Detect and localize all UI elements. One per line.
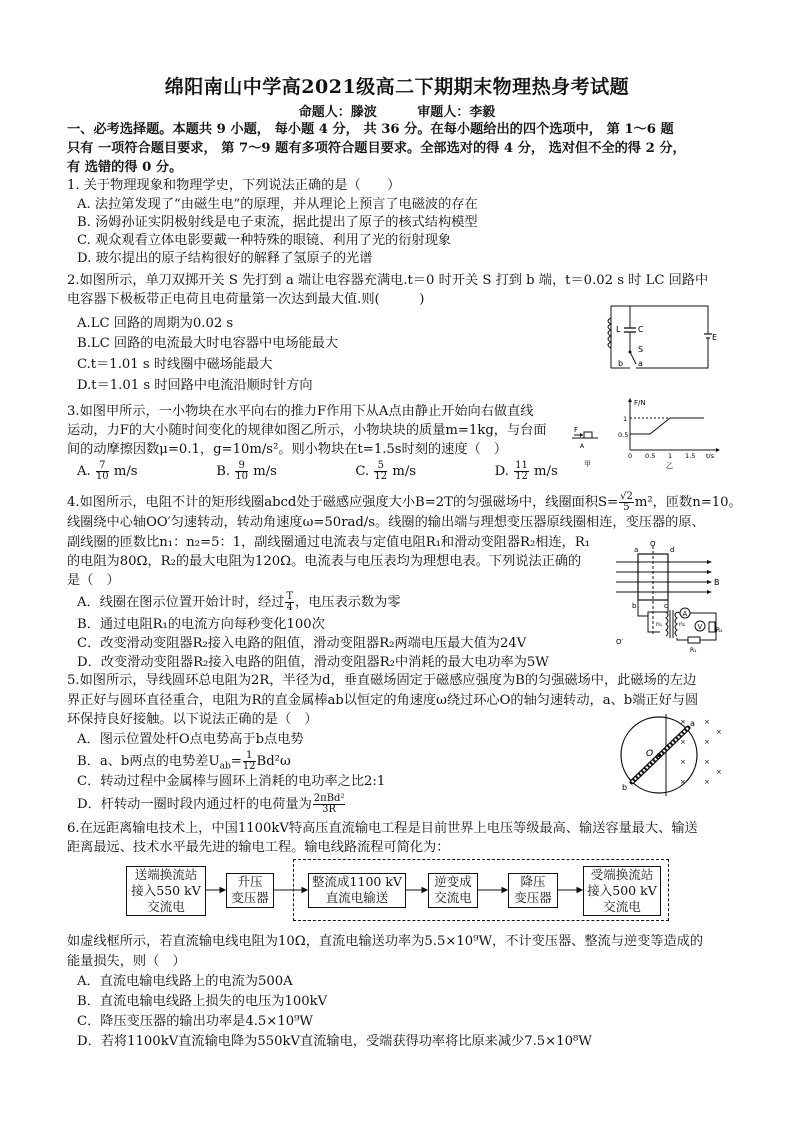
q6-stem-1: 6.在远距离输电技术上，中国1100kV特高压直流输电工程是目前世界上电压等级最高、输送容量最大、输送 — [67, 821, 698, 836]
svg-text:×: × — [704, 738, 710, 746]
q2-option-d: D.t＝1.01 s 时回路中电流沿顺时针方向 — [77, 378, 313, 393]
svg-text:×: × — [716, 768, 722, 776]
caption-left: 甲 — [584, 460, 591, 468]
q3-options — [77, 461, 558, 482]
author: 命题人：滕波 — [298, 105, 377, 120]
fig-label-r1: R₁ — [690, 647, 697, 654]
fig-label-e: E — [712, 333, 718, 342]
q5-option-b: B．a、b两点的电势差$U_{ab}=$ $\frac{1}{12}$ Bd²ω — [77, 750, 291, 772]
fig-label-r2: R₂ — [716, 627, 723, 634]
q6-stem-2: 距离最远、技术水平最先进的输电工程。输电线路流程可简化为： — [67, 840, 450, 855]
voltmeter-icon: V — [697, 623, 703, 631]
q2-option-a: A.LC 回路的周期为0.02 s — [77, 316, 234, 331]
q4-option-d: D．改变滑动变阻器R₂接入电路的阻值，滑动变阻器R₂中消耗的最大电功率为5W — [77, 655, 549, 670]
q6-stem-4: 能量损失，则（ ） — [67, 954, 186, 969]
q2-stem-1: 2.如图所示，单刀双掷开关 S 先打到 a 端让电容器充满电.t＝0 时开关 S 打到 b 端，t＝0.02 s 时 LC 回路中 — [67, 273, 709, 288]
fig-label-a: a — [638, 359, 643, 368]
q3-option-c: C. $\frac{5}{12}$ m/s — [355, 460, 417, 482]
coil-transformer-figure — [608, 540, 726, 656]
fig-label-b: b — [622, 783, 628, 792]
q5-stem-3: 环保持良好接触。以下说法正确的是（ ） — [67, 712, 318, 727]
svg-text:×: × — [680, 738, 686, 746]
q4-option-c: C．改变滑动变阻器R₂接入电路的阻值，滑动变阻器R₂两端电压最大值为24V — [77, 636, 527, 651]
lc-circuit-figure — [596, 300, 721, 372]
q1-option-d: D. 玻尔提出的原子结构很好的解释了氢原子的光谱 — [77, 251, 373, 266]
q6-option-b: B．直流电输电线路上损失的电压为100kV — [77, 994, 328, 1009]
section-instructions-1: 一、必考选择题。本题共 9 小题， 每小题 4 分， 共 36 分。在每小题给出的四个选项中， 第 1～6 题 — [67, 122, 674, 137]
flow-arrows — [124, 858, 674, 924]
flow-sending-station: 送端换流站 接入550 kV 交流电 — [126, 866, 206, 916]
q3-stem-2: 运动，力F的大小随时间变化的规律如图乙所示，小物块块的质量m=1kg，与台面 — [67, 423, 547, 438]
flow-dc-rectifier: 整流成1100 kV 直流电输送 — [308, 873, 406, 908]
q1-stem: 1. 关于物理现象和物理学史，下列说法正确的是（ ） — [67, 178, 401, 193]
fig-label-b: b — [618, 359, 624, 368]
exam-title: 绵阳南山中学高2021级高二下期期末物理热身考试题 — [164, 76, 630, 98]
q4-stem-4: 的电阻为80Ω，R₂的最大电阻为120Ω。电流表与电压表均为理想电表。下列说法正确的 — [67, 554, 582, 569]
fig-label-l: L — [616, 325, 621, 334]
q5-option-c: C．转动过程中金属棒与圆环上消耗的电功率之比2:1 — [77, 774, 386, 789]
section-instructions-2: 只有 一项符合题目要求， 第 7～9 题有多项符合题目要求。全部选对的得 4 分， 选对但不全的得 2 分， — [67, 141, 686, 156]
q6-option-c: C．降压变压器的输出功率是4.5×10⁹W — [77, 1014, 313, 1029]
fig-y-tick-05: 0.5 — [618, 431, 629, 439]
svg-text:×: × — [680, 758, 686, 766]
q4-stem-5: 是（ ） — [67, 573, 120, 588]
flow-inverter: 逆变成 交流电 — [428, 873, 478, 908]
q5-stem-1: 5.如图所示，导线圆环总电阻为2R，半径为d，垂直磁场固定于磁感应强度为B的匀强磁场中，此磁场的左边 — [67, 673, 697, 688]
svg-text:×: × — [704, 718, 710, 726]
q3-stem-1: 3.如图甲所示，一小物块在水平向右的推力F作用下从A点由静止开始向右做直线 — [67, 404, 534, 419]
q5-stem-2: 界正好与圆环直径重合，电阻为R的直金属棒ab以恒定的角速度ω绕过环心O的轴匀速转动，a、b端正好与圆 — [67, 693, 699, 708]
svg-text:×: × — [704, 758, 710, 766]
q4-option-b: B．通过电阻R₁的电流方向每秒变化100次 — [77, 617, 325, 632]
fig-label-c: C — [638, 325, 644, 334]
flow-step-down-transformer: 降压 变压器 — [508, 873, 558, 908]
fig-label-field: B — [714, 578, 720, 587]
q3-stem-3: 间的动摩擦因数μ=0.1，g=10m/s²。则小物块在t=1.5s时刻的速度（ ） — [67, 442, 508, 457]
fig-label-o: O — [646, 749, 654, 759]
reviewer: 审题人：李毅 — [417, 105, 496, 120]
section-instructions-3: 有 选错的得 0 分。 — [67, 160, 183, 175]
ammeter-icon: A — [682, 610, 688, 618]
fig-x-label: t/s — [706, 452, 715, 460]
flow-receiving-station: 受端换流站 接入500 kV 交流电 — [583, 866, 661, 916]
fig-x-tick-15: 1.5 — [685, 452, 696, 460]
fig-label-o: O — [650, 540, 656, 548]
q5-option-a: A．图示位置处杆O点电势高于b点电势 — [77, 732, 304, 747]
fig-label-c: c — [664, 602, 668, 610]
q2-option-b: B.LC 回路的电流最大时电容器中电场能最大 — [77, 336, 339, 351]
q3-option-b: B. $\frac{9}{10}$ m/s — [216, 460, 277, 482]
svg-text:×: × — [680, 718, 686, 726]
q1-option-c: C. 观众观看立体电影要戴一种特殊的眼镜、利用了光的衍射现象 — [77, 233, 452, 248]
q6-option-d: D．若将1100kV直流输电降为550kV直流输电，受端获得功率将比原来减少7.5×10⁸W — [77, 1034, 592, 1049]
q2-option-c: C.t＝1.01 s 时线圈中磁场能最大 — [77, 357, 273, 372]
q1-option-b: B. 汤姆孙证实阴极射线是电子束流，据此提出了原子的核式结构模型 — [77, 215, 478, 230]
fig-label-n2: n₂ — [679, 621, 686, 628]
fig-label-a: a — [690, 719, 695, 728]
fig-y-label: F/N — [634, 399, 646, 407]
q4-stem-1: 4.如图所示，电阻不计的矩形线圈abcd处于磁感应强度大小B=2T的匀强磁场中，线圈面积S= $\frac{√2}{5}$ m²，匝数n=10。 — [67, 491, 742, 513]
q3-option-d: D. $\frac{11}{12}$ m/s — [494, 460, 558, 482]
fig-label-a: A — [580, 443, 585, 450]
q6-option-a: A．直流电输电线路上的电流为500A — [77, 974, 293, 989]
caption-right: 乙 — [666, 462, 673, 470]
flow-step-up-transformer: 升压 变压器 — [226, 873, 274, 908]
authors-line — [0, 101, 794, 120]
force-time-figure — [568, 396, 724, 472]
fig-label-s: S — [638, 345, 644, 354]
q5-option-d: D．杆转动一圈时段内通过杆的电荷量为 $\frac{\text{2πBd²}}{3R}$ — [77, 793, 345, 815]
fig-x-tick-05: 0.5 — [645, 452, 656, 460]
svg-text:×: × — [704, 778, 710, 786]
fig-y-tick-1: 1 — [623, 415, 628, 423]
q6-stem-3: 如虚线框所示，若直流输电线电阻为10Ω，直流电输送功率为5.5×10⁹W，不计变压器、整流与逆变等造成的 — [67, 934, 704, 949]
fig-label-o-prime: O′ — [616, 638, 624, 646]
svg-text:×: × — [680, 778, 686, 786]
q3-option-a: A. $\frac{7}{10}$ m/s — [77, 460, 138, 482]
power-transmission-flowchart — [124, 858, 674, 924]
q4-option-a: A．线圈在图示位置开始计时，经过 $\frac{T}{4}$ ，电压表示数为零 — [77, 591, 401, 613]
fig-label-d: d — [670, 546, 675, 554]
fig-label-a: a — [634, 546, 639, 554]
fig-label-b: b — [632, 602, 637, 610]
q2-stem-2: 电容器下极板带正电荷且电荷量第一次达到最大值.则( ) — [67, 292, 425, 307]
q4-stem-3: 副线圈的匝数比n₁：n₂=5：1，副线圈通过电流表与定值电阻R₁和滑动变阻器R₂相连，R₁ — [67, 535, 591, 550]
fig-label-f: F — [574, 426, 579, 434]
q1-option-a: A. 法拉第发现了“由磁生电”的原理，并从理论上预言了电磁波的存在 — [77, 197, 478, 212]
q4-stem-2: 线圈绕中心轴OO′匀速转动，转动角速度ω=50rad/s。线圈的输出端与理想变压器原线圈相连，变压器的原、 — [67, 515, 705, 530]
fig-label-n1: n₁ — [656, 621, 663, 628]
ring-rod-figure — [604, 710, 728, 798]
fig-x-tick-0: 0 — [628, 452, 633, 460]
fig-x-tick-1: 1 — [668, 452, 673, 460]
svg-text:×: × — [716, 728, 722, 736]
